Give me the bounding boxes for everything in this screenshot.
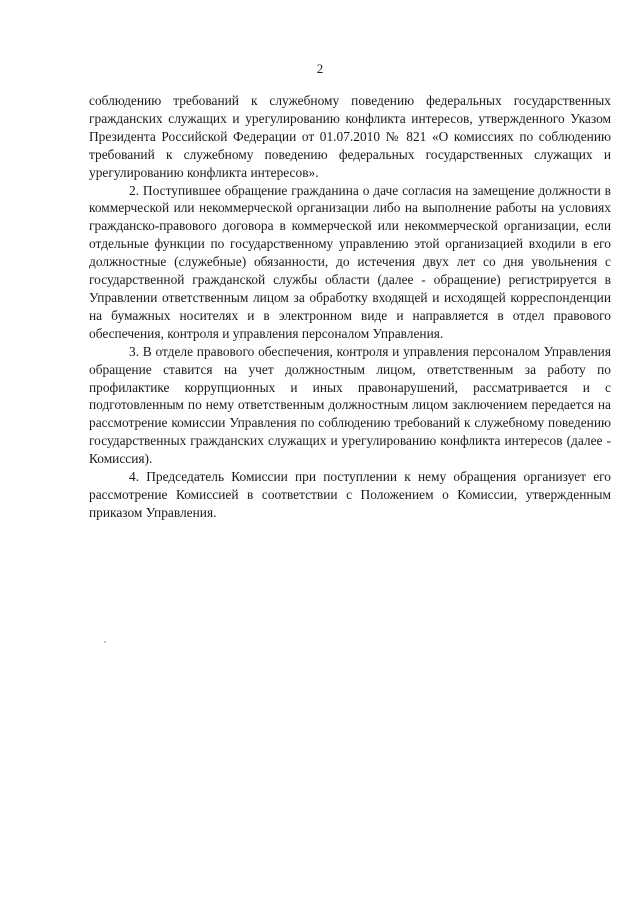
paragraph-3: 3. В отделе правового обеспечения, контроля и управления персоналом Управления обращение ставится на учет должностным лицом, ответственным за работу по профилактике коррупционных и иных правонарушений, рассматривается и с подготовленным по нему ответственным должностным лицом заключением передается на рассмотрение комиссии Управления по соблюдению требований к служебному поведению государственных гражданских служащих и урегулированию конфликта интересов (далее - Комиссия). <box>89 343 611 467</box>
paragraph-2: 2. Поступившее обращение гражданина о даче согласия на замещение должности в коммерческой или некоммерческой организации либо на выполнение работы на условиях гражданско-правового договора в коммерческой или некоммерческой организации, если отдельные функции по государственному управлению этой организацией входили в его должностные (служебные) обязанности, до истечения двух лет со дня увольнения с государственной гражданской службы области (далее - обращение) регистрируется в Управлении ответственным лицом за обработку входящей и исходящей корреспонденции на бумажных носителях и в электронном виде и направляется в отдел правового обеспечения, контроля и управления персоналом Управления. <box>89 182 611 341</box>
paragraph-4: 4. Председатель Комиссии при поступлении к нему обращения организует его рассмотрение Комиссией в соответствии с Положением о Комиссии, утвержденным приказом Управления. <box>89 469 611 520</box>
scan-speck <box>104 641 106 643</box>
paragraph-continuation: соблюдению требований к служебному поведению федеральных государственных гражданских служащих и урегулированию конфликта интересов, утвержденного Указом Президента Российской Федерации от 01.07.2010 № 821 «О комиссиях по соблюдению требований к служебному поведению федеральных государственных служащих и урегулированию конфликта интересов». <box>89 93 611 180</box>
document-body <box>89 92 611 522</box>
page-number: 2 <box>316 61 324 76</box>
